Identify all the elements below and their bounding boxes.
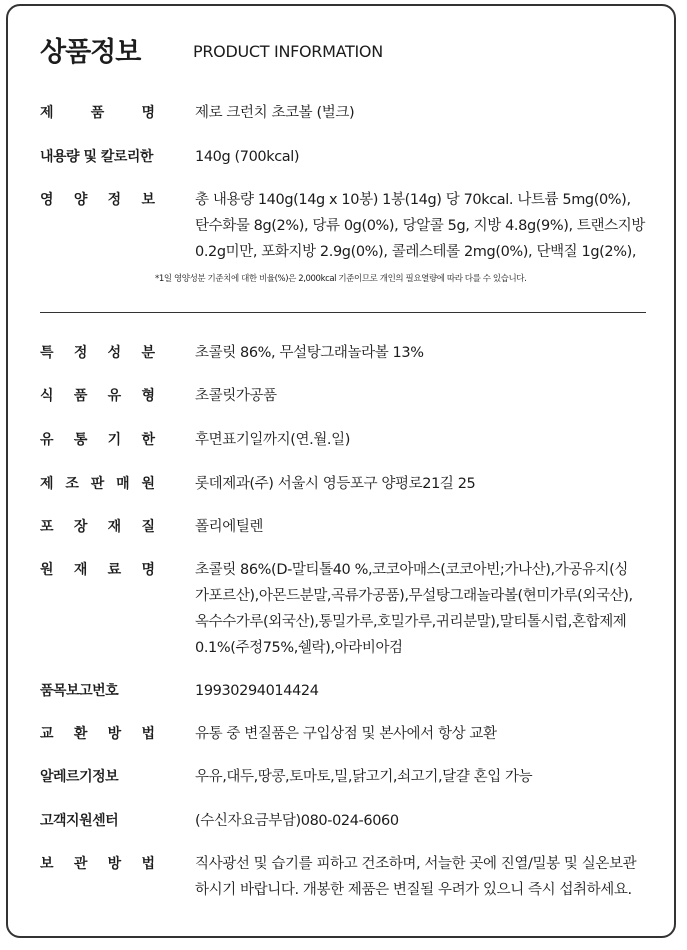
row-value-line: 폴리에틸렌	[195, 519, 264, 535]
row-value	[195, 427, 660, 453]
row-value	[195, 721, 660, 747]
row-value	[195, 340, 660, 366]
row-value-line: 총 내용량 140g(14g x 10봉) 1봉(14g) 당 70kcal. 나트륨 5mg(0%),	[195, 192, 631, 208]
row-label: 보 관 방 법	[40, 856, 155, 872]
row-value-line: 가포르산),아몬드분말,곡류가공품),무설탕그래놀라볼(현미가루(외국산),	[195, 588, 633, 604]
row-value	[195, 764, 660, 790]
row-value-line: 유통 중 변질품은 구입상점 및 본사에서 항상 교환	[195, 726, 497, 742]
row-value-line: 옥수수가루(외국산),통밀가루,호밀가루,귀리분말),말티톨시럽,혼합제제	[195, 614, 627, 630]
row-value	[195, 678, 660, 704]
row-value-line: 초콜릿 86%(D-말티톨40 %,코코아매스(코코아빈;가나산),가공유지(싱	[195, 562, 628, 578]
row-label: 유 통 기 한	[40, 432, 155, 448]
nutrition-footnote: *1일 영양성분 기준치에 대한 비율(%)은 2,000kcal 기준이므로 개인의 필요열량에 따라 다를 수 있습니다.	[155, 274, 527, 284]
row-value-line: 우유,대두,땅콩,토마토,밀,닭고기,쇠고기,달걀 혼입 가능	[195, 769, 533, 785]
row-label: 제 조 판 매 원	[40, 476, 155, 492]
row-label: 제 품 명	[40, 105, 155, 121]
row-value-line: 롯데제과(주) 서울시 영등포구 양평로21길 25	[195, 476, 476, 492]
section-divider	[40, 312, 646, 313]
row-label: 영 양 정 보	[40, 192, 155, 208]
row-value-line: 탄수화물 8g(2%), 당류 0g(0%), 당알콜 5g, 지방 4.8g(9%), 트랜스지방	[195, 218, 645, 234]
row-value	[195, 144, 660, 170]
row-value-line: 0.2g미만, 포화지방 2.9g(0%), 콜레스테롤 2mg(0%), 단백질 1g(2%),	[195, 244, 637, 260]
row-value-line: 초콜릿 86%, 무설탕그래놀라볼 13%	[195, 345, 424, 361]
row-value	[195, 514, 660, 540]
page-title: 상품정보	[40, 37, 141, 68]
row-label: 포 장 재 질	[40, 519, 155, 535]
row-label: 식 품 유 형	[40, 388, 155, 404]
page-subtitle: PRODUCT INFORMATION	[193, 42, 383, 61]
row-label: 알레르기정보	[40, 769, 119, 785]
row-value-line: 후면표기일까지(연.월.일)	[195, 432, 351, 448]
row-value	[195, 851, 660, 903]
row-label: 원 재 료 명	[40, 562, 155, 578]
row-value	[195, 471, 660, 497]
row-label: 고객지원센터	[40, 813, 119, 829]
row-value	[195, 383, 660, 409]
row-label: 내용량 및 칼로리한	[40, 149, 153, 165]
row-value	[195, 808, 660, 834]
row-value-line: 직사광선 및 습기를 피하고 건조하며, 서늘한 곳에 진열/밀봉 및 실온보관	[195, 856, 637, 872]
row-value-line: 하시기 바랍니다. 개봉한 제품은 변질될 우려가 있으니 즉시 섭취하세요.	[195, 882, 632, 898]
row-label: 특 정 성 분	[40, 345, 155, 361]
row-value-line: 19930294014424	[195, 683, 319, 699]
row-value-line: 0.1%(주정75%,쉘락),아라비아검	[195, 640, 403, 656]
row-value-line: 초콜릿가공품	[195, 388, 277, 404]
row-label: 품목보고번호	[40, 683, 119, 699]
row-label: 교 환 방 법	[40, 726, 155, 742]
row-value-line: (수신자요금부담)080-024-6060	[195, 813, 399, 829]
row-value	[195, 557, 660, 661]
row-value-line: 제로 크런치 초코볼 (벌크)	[195, 105, 355, 121]
row-value	[195, 187, 660, 265]
row-value	[195, 100, 660, 126]
row-value-line: 140g (700kcal)	[195, 149, 300, 165]
